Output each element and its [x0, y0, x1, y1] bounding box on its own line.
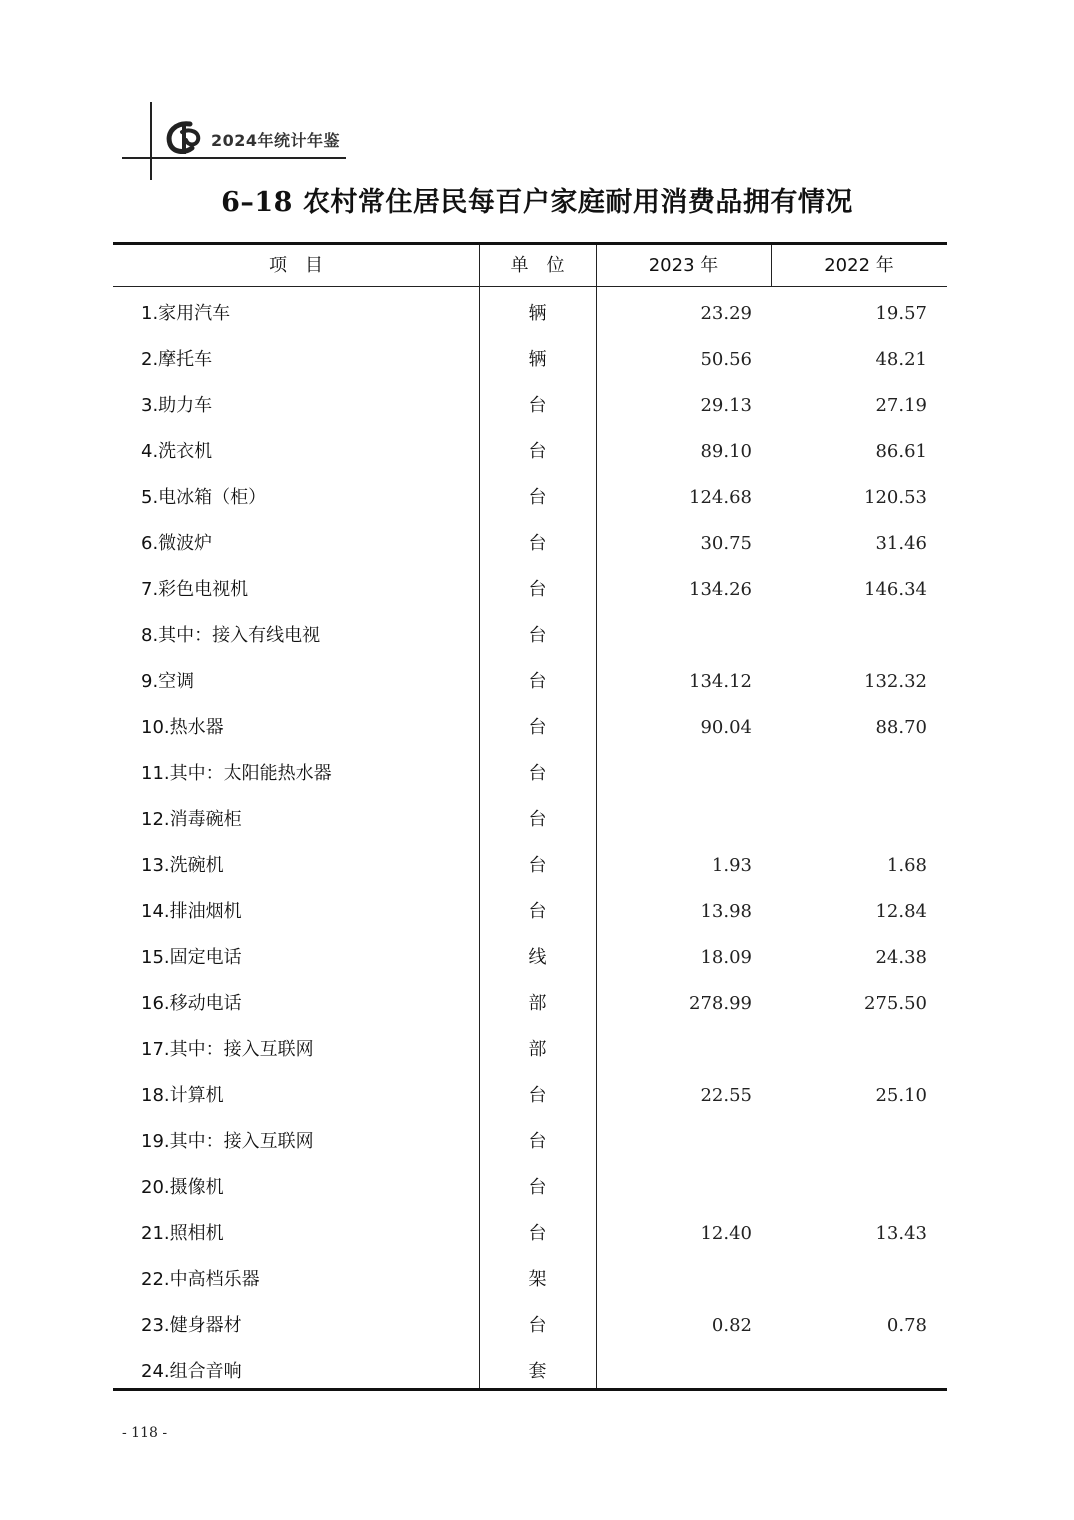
row-value-2023: 1.93: [711, 855, 752, 876]
row-item: 5.电冰箱（柜）: [141, 487, 267, 508]
row-unit: 台: [528, 1315, 547, 1336]
row-unit: 台: [528, 717, 547, 738]
row-unit: 台: [528, 671, 547, 692]
header-horizontal-rule: [122, 157, 346, 159]
row-value-2022: 13.43: [875, 1223, 927, 1244]
row-value-2023: [597, 1165, 752, 1211]
table-row: [113, 613, 947, 659]
row-unit: 台: [528, 1085, 547, 1106]
row-item: 12.消毒碗柜: [141, 809, 242, 830]
row-value-2022: [772, 613, 927, 659]
row-value-2023: 90.04: [700, 717, 752, 738]
row-value-2023: 89.10: [700, 441, 752, 462]
row-value-2022: 12.84: [875, 901, 927, 922]
row-unit: 台: [528, 855, 547, 876]
row-item: 23.健身器材: [141, 1315, 242, 1336]
row-item: 1.家用汽车: [141, 303, 231, 324]
table-row: [113, 567, 947, 613]
row-item: 18.计算机: [141, 1085, 224, 1106]
row-unit: 台: [528, 441, 547, 462]
row-item: 16.移动电话: [141, 993, 242, 1014]
row-item: 22.中高档乐器: [141, 1269, 260, 1290]
row-value-2023: [597, 1349, 752, 1395]
row-value-2023: 18.09: [700, 947, 752, 968]
row-unit: 部: [528, 993, 547, 1014]
table-row: [113, 1349, 947, 1395]
row-unit: 台: [528, 1177, 547, 1198]
row-value-2023: 22.55: [700, 1085, 752, 1106]
column-header-unit: 单 位: [510, 255, 565, 276]
table-row: [113, 1211, 947, 1257]
row-value-2022: 24.38: [875, 947, 927, 968]
row-value-2023: [597, 797, 752, 843]
row-value-2022: [772, 1165, 927, 1211]
table-row: [113, 797, 947, 843]
yearbook-logo-icon: [160, 118, 208, 158]
table-row: [113, 1303, 947, 1349]
row-item: 10.热水器: [141, 717, 224, 738]
row-value-2022: 25.10: [875, 1085, 927, 1106]
column-header-2023: 2023 年: [648, 255, 719, 276]
row-unit: 台: [528, 763, 547, 784]
row-unit: 台: [528, 579, 547, 600]
row-value-2022: 19.57: [875, 303, 927, 324]
row-value-2023: 30.75: [700, 533, 752, 554]
row-unit: 台: [528, 1131, 547, 1152]
row-unit: 辆: [528, 303, 547, 324]
row-unit: 台: [528, 901, 547, 922]
row-value-2022: 48.21: [875, 349, 927, 370]
row-unit: 台: [528, 625, 547, 646]
table-row: [113, 383, 947, 429]
row-item: 21.照相机: [141, 1223, 224, 1244]
row-item: 4.洗衣机: [141, 441, 213, 462]
table-row: [113, 1119, 947, 1165]
row-value-2023: 13.98: [700, 901, 752, 922]
row-item: 24.组合音响: [141, 1361, 242, 1382]
row-unit: 台: [528, 487, 547, 508]
row-value-2023: 124.68: [689, 487, 752, 508]
table-row: [113, 1073, 947, 1119]
row-item: 15.固定电话: [141, 947, 242, 968]
row-unit: 台: [528, 533, 547, 554]
row-value-2022: [772, 1349, 927, 1395]
yearbook-title: 2024年统计年鉴: [211, 131, 341, 150]
table-row: [113, 521, 947, 567]
table-row: [113, 659, 947, 705]
table-row: [113, 1027, 947, 1073]
row-unit: 台: [528, 1223, 547, 1244]
row-item: 6.微波炉: [141, 533, 213, 554]
table-row: [113, 889, 947, 935]
table-row: [113, 751, 947, 797]
row-item: 14.排油烟机: [141, 901, 242, 922]
row-value-2023: 134.12: [689, 671, 752, 692]
table-row: [113, 843, 947, 889]
row-value-2023: 12.40: [700, 1223, 752, 1244]
row-value-2022: [772, 1119, 927, 1165]
row-value-2022: 275.50: [864, 993, 927, 1014]
row-unit: 台: [528, 395, 547, 416]
table-row: [113, 429, 947, 475]
row-value-2022: [772, 1257, 927, 1303]
header-vertical-rule: [150, 102, 152, 180]
table-row: [113, 337, 947, 383]
row-value-2023: 50.56: [700, 349, 752, 370]
row-value-2022: 0.78: [886, 1315, 927, 1336]
row-value-2022: 132.32: [864, 671, 927, 692]
row-value-2022: 120.53: [864, 487, 927, 508]
row-item: 20.摄像机: [141, 1177, 224, 1198]
table-row: [113, 1257, 947, 1303]
row-value-2023: [597, 1027, 752, 1073]
row-item: 17.其中：接入互联网: [141, 1039, 314, 1060]
row-item: 13.洗碗机: [141, 855, 224, 876]
table-row: [113, 981, 947, 1027]
column-header-2022: 2022 年: [824, 255, 894, 276]
table-row: [113, 1165, 947, 1211]
row-unit: 部: [528, 1039, 547, 1060]
row-value-2023: 29.13: [700, 395, 752, 416]
row-value-2022: 31.46: [875, 533, 927, 554]
page-number: - 118 -: [122, 1425, 168, 1441]
row-value-2023: 23.29: [700, 303, 752, 324]
row-value-2023: 0.82: [711, 1315, 752, 1336]
row-value-2023: [597, 613, 752, 659]
row-value-2022: 146.34: [864, 579, 927, 600]
column-header-item: 项 目: [269, 255, 323, 276]
row-value-2022: [772, 1027, 927, 1073]
row-value-2023: [597, 1119, 752, 1165]
row-value-2022: 1.68: [886, 855, 927, 876]
row-value-2023: [597, 1257, 752, 1303]
row-item: 7.彩色电视机: [141, 579, 249, 600]
table-row: [113, 705, 947, 751]
row-value-2022: 86.61: [875, 441, 927, 462]
row-unit: 架: [528, 1269, 547, 1290]
table-row: [113, 475, 947, 521]
row-value-2023: 134.26: [689, 579, 752, 600]
row-unit: 套: [528, 1361, 547, 1382]
header-rule: [113, 286, 947, 287]
row-value-2022: [772, 751, 927, 797]
table-row: [113, 935, 947, 981]
row-item: 2.摩托车: [141, 349, 213, 370]
row-item: 11.其中：太阳能热水器: [141, 763, 332, 784]
row-value-2022: [772, 797, 927, 843]
row-item: 8.其中：接入有线电视: [141, 625, 321, 646]
row-value-2022: 88.70: [875, 717, 927, 738]
row-unit: 台: [528, 809, 547, 830]
row-item: 9.空调: [141, 671, 195, 692]
row-item: 19.其中：接入互联网: [141, 1131, 314, 1152]
data-table: [113, 242, 947, 1391]
row-value-2023: 278.99: [689, 993, 752, 1014]
row-value-2023: [597, 751, 752, 797]
table-row: [113, 291, 947, 337]
row-unit: 线: [528, 947, 547, 968]
row-item: 3.助力车: [141, 395, 213, 416]
row-value-2022: 27.19: [875, 395, 927, 416]
row-unit: 辆: [528, 349, 547, 370]
page-title: 6–18 农村常住居民每百户家庭耐用消费品拥有情况: [221, 187, 853, 218]
